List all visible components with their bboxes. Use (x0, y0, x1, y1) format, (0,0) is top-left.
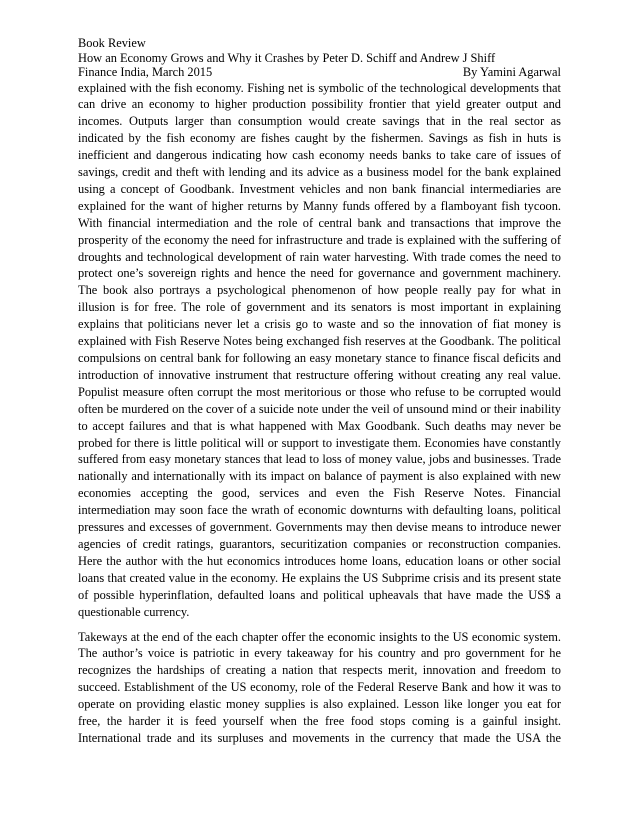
body-paragraph: Takeways at the end of the each chapter offer the economic insights to the US economic system. The author’s voice is patriotic in every takeaway for his country and pro government for he recognizes the hardships of creating a nation that respects merit, innovation and freedom to succeed. Establishment of the US economy, role of the Federal Reserve Bank and how it was to operate on providing elastic money supplies is also explained. Lesson like longer you eat for free, the harder it is feed yourself when the free food stops coming is a gainful insight. International trade and its surpluses and movements in the currency that made the USA the (78, 629, 561, 745)
review-author: By Yamini Agarwal (462, 65, 561, 79)
book-review-page (78, 36, 561, 747)
body-paragraph: explained with the fish economy. Fishing net is symbolic of the technological developments that can drive an economy to higher production possibility frontier that yield greater output and incomes. Outputs larger than consumption would create savings that in the real sector as indicated by the fish economy are fishes caught by the fishermen. Savings as fish in huts is inefficient and dangerous indicating how cash economy needs banks to take care of issues of savings, credit and theft with lending and its advice as a business model for the bank explained using a concept of Goodbank. Investment vehicles and non bank financial intermediaries are explained for the want of higher returns by Manny funds offered by a flamboyant fish tycoon. With financial intermediation and the role of central bank and transactions that improve the prosperity of the economy the need for infrastructure and trade is explained with the suffering of droughts and technological development of rain water harvesting. With trade comes the need to protect one’s sovereign rights and hence the need for governance and government machinery. The book also portrays a psychological phenomenon of how people really pay for what in illusion is for free. The role of government and its senators is most important in explaining explains that politicians never let a crisis go to waste and so the innovation of fiat money is explained with Fish Reserve Notes being exchanged fish reserves at the Goodbank. The political compulsions on central bank for following an easy monetary stance to finance fiscal deficits and introduction of innovative instrument that restructure offering without creating any real value. Populist measure often corrupt the most meritorious or those who refuse to be corrupted would often be murdered on the cover of a suicide note under the veil of unsound mind or their inability to accept failures and that is what happened with Max Goodbank. Such deaths may never be probed for there is little political will or support to investigate them. Economies have constantly suffered from easy monetary stances that lead to loss of money value, jobs and businesses. Trade nationally and internationally with its impact on balance of payment is also explained with new economies accepting the good, services and even the Fish Reserve Notes. Financial intermediation may soon face the wrath of economic downturns with defaulting loans, political pressures and excesses of government. Governments may then devise means to introduce newer agencies of credit ratings, guarantors, securitization companies or reconstruction companies. Here the author with the hut economics introduces home loans, education loans or other social loans that created value in the economy. He explains the US Subprime crisis and its present state of possible hyperinflation, defaulted loans and political upheavals that have made the US$ a questionable currency. (78, 80, 561, 619)
byline-row (78, 65, 561, 80)
book-title: How an Economy Grows and Why it Crashes by Peter D. Schiff and Andrew J Shiff (78, 50, 496, 65)
publication-info: Finance India, March 2015 (78, 65, 213, 79)
review-label: Book Review (78, 36, 146, 50)
